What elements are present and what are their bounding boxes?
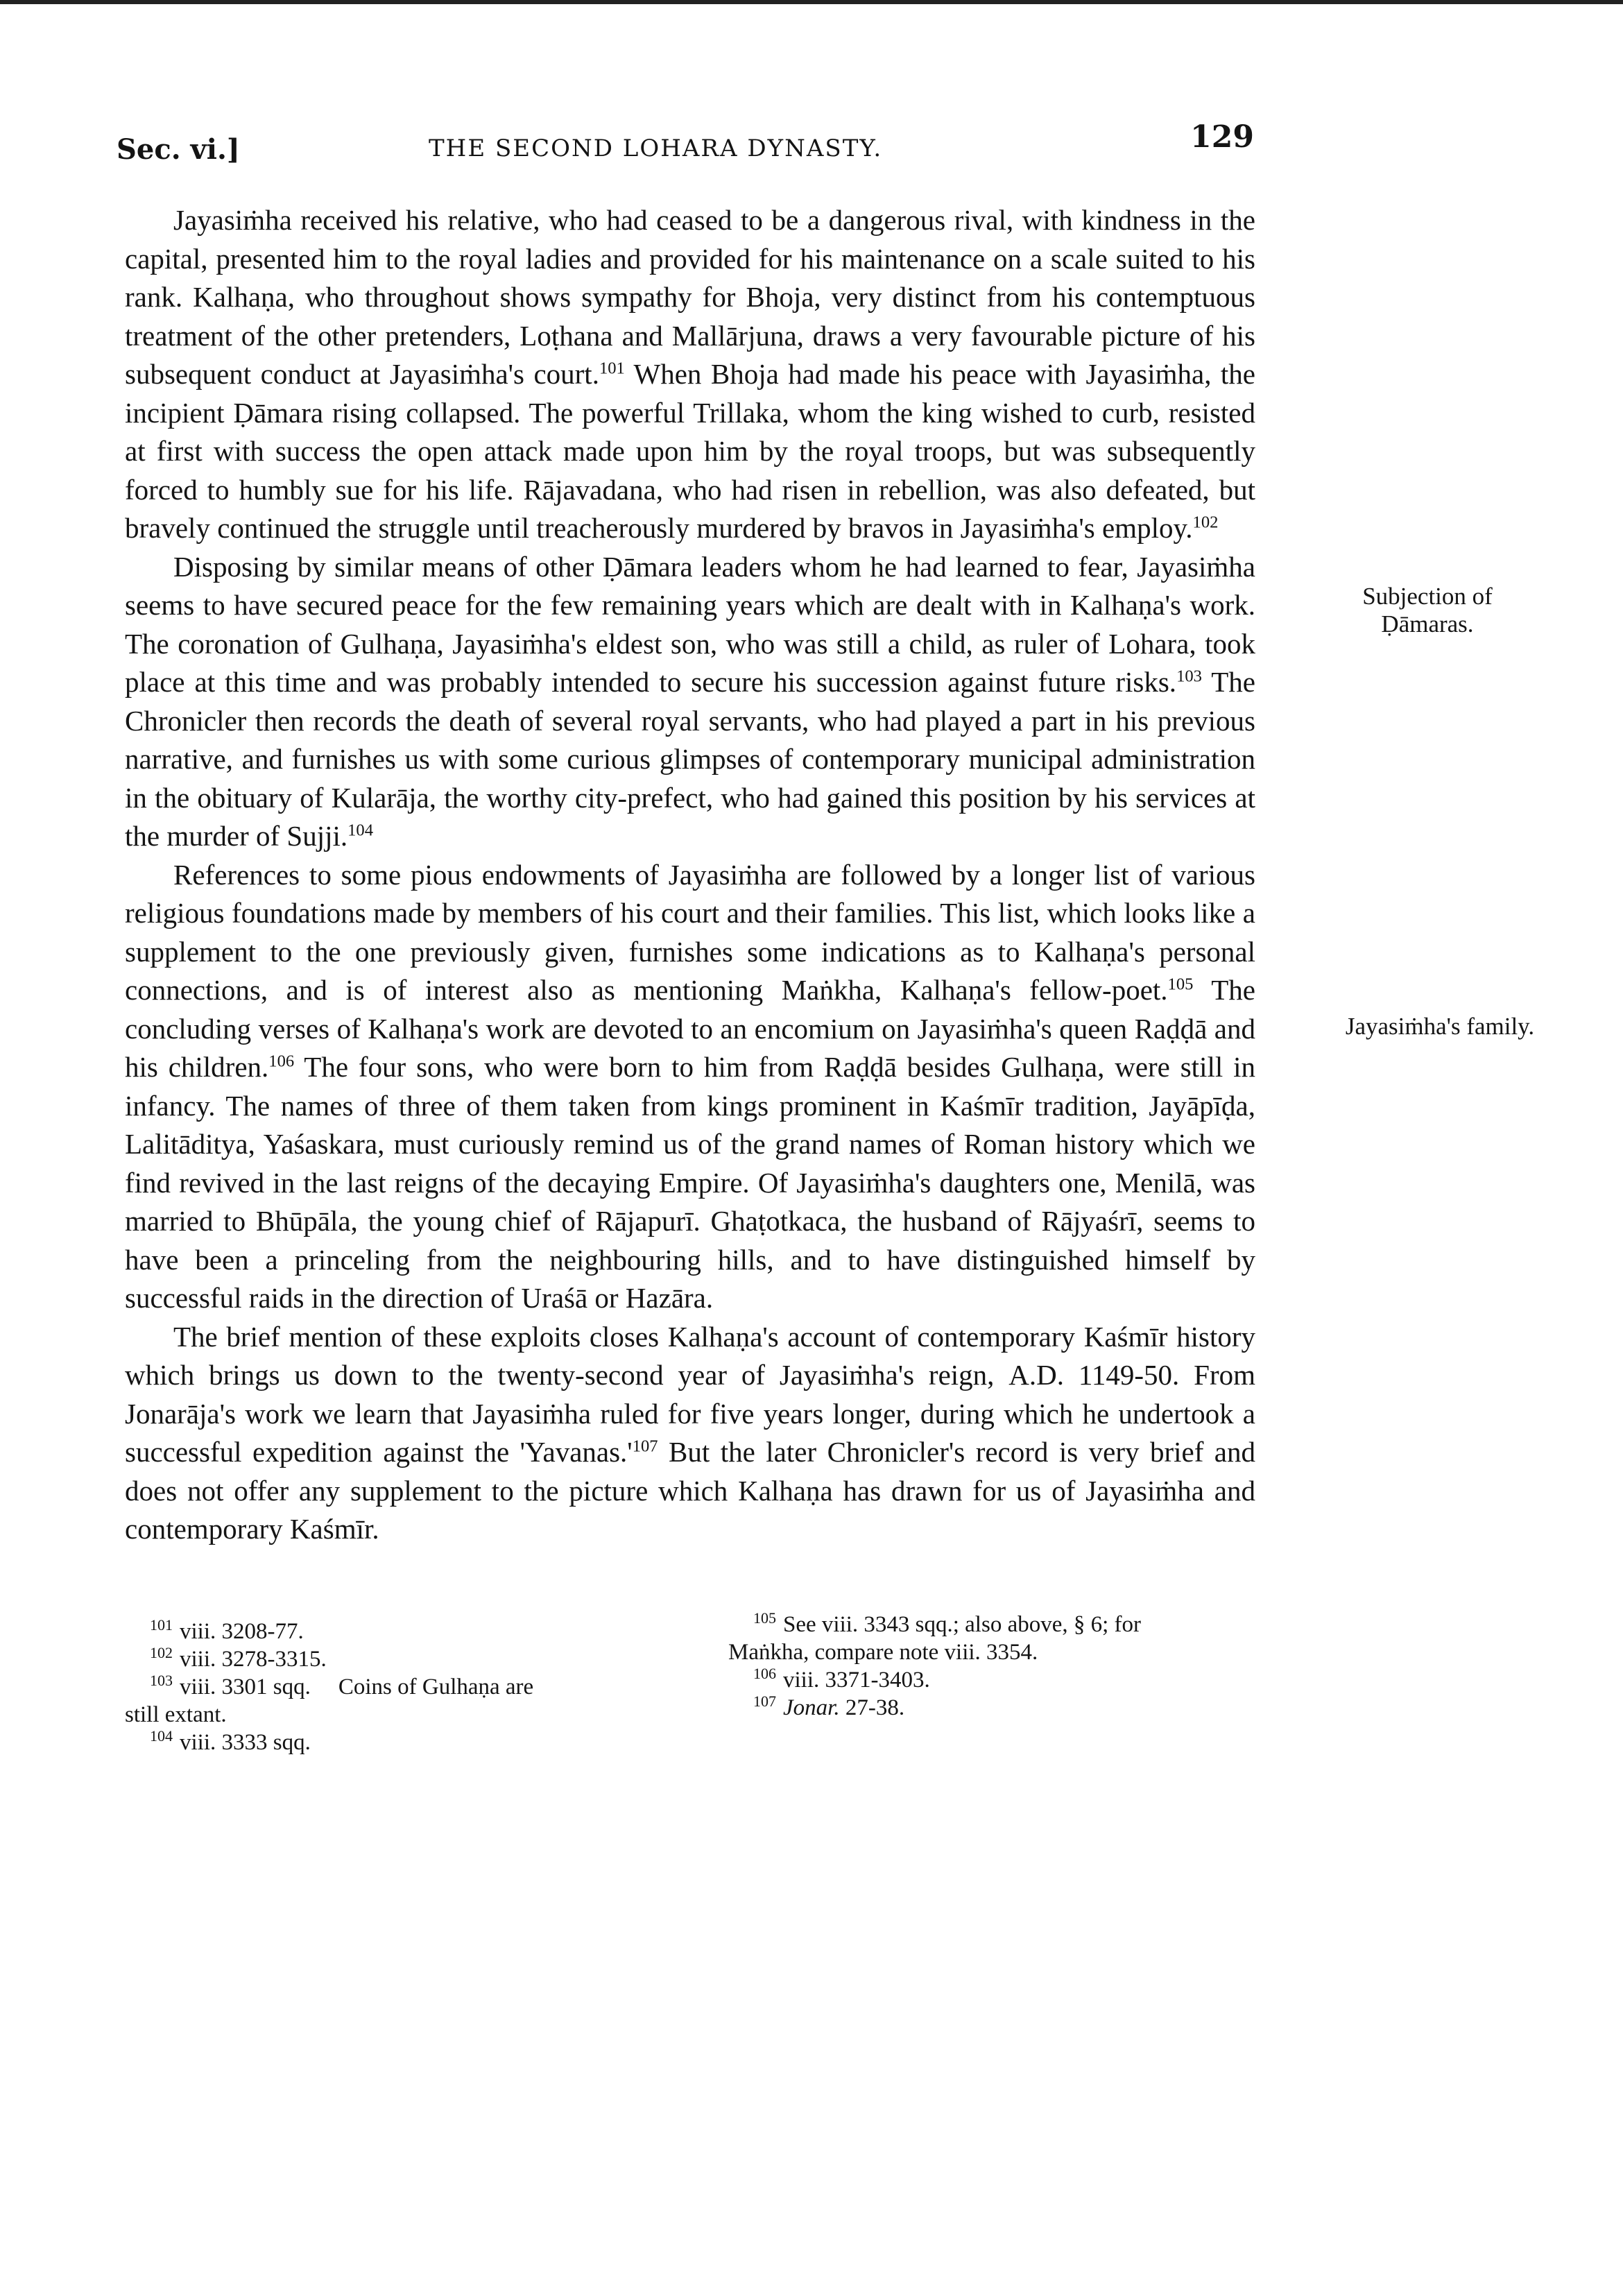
footnote-ref: 104 bbox=[347, 821, 374, 840]
footnote-104: $^{104}$ viii. 3333 sqq. bbox=[150, 1727, 311, 1755]
text-run: References to some pious endowments of Jayasiṁha are followed by a longer list of various religious foundations made by members of his court and their families. This list, which looks like a supplement to the one previously given, furnishes some indications as to Kalhaṇa's personal connections, and is of interest also as mentioning Maṅkha, Kalhaṇa's fellow-poet. bbox=[125, 858, 1255, 1006]
footnote-ref: 105 bbox=[1167, 975, 1194, 994]
text-run: The concluding verses of Kalhaṇa's work are devoted to an encomium on Jayasiṁha's queen Raḍḍā and his children. bbox=[125, 974, 1255, 1083]
footnotes-left-column bbox=[125, 1618, 680, 1756]
text-run: The four sons, who were born to him from Raḍḍā besides Gulhaṇa, were still in infancy. The names of three of them taken from kings prominent in Kaśmīr tradition, Jayāpīḍa, Lalitāditya, Yaśaskara, must curiously remind us of the grand names of Roman history which we find revived in the last reigns of the decaying Empire. Of Jayasiṁha's daughters one, Menilā, was married to Bhūpāla, the young chief of Rājapurī. Ghaṭotkaca, the husband of Rājyaśrī, seems to have been a princeling from the neighbouring hills, and to have distinguished himself by successful raids in the direction of Uraśā or Hazāra. bbox=[125, 1051, 1255, 1314]
footnotes-right-column bbox=[728, 1611, 1262, 1722]
footnote-102: $^{102}$ viii. 3278-3315. bbox=[150, 1644, 327, 1672]
footnote-ref: 107 bbox=[632, 1437, 658, 1456]
running-title: THE SECOND LOHARA DYNASTY. bbox=[429, 135, 883, 162]
footnote-106: $^{106}$ viii. 3371-3403. bbox=[753, 1665, 930, 1693]
text-run: The brief mention of these exploits closes Kalhaṇa's account of contemporary Kaśmīr history which brings us down to the twenty-second year of Jayasiṁha's reign, bbox=[125, 1320, 1255, 1391]
sidenote-jayasimhas-family: Jayasiṁha's family. bbox=[1345, 1013, 1535, 1040]
sidenote-line: Subjection of bbox=[1362, 583, 1493, 610]
text-run: When Bhoja had made his peace with Jayasiṁha, the incipient Ḍāmara rising collapsed. The powerful Trillaka, whom the king wished to curb, resisted at first with success the open attack made upon him by the royal troops, but was subsequently forced to humbly sue for his life. Rājavadana, who had risen in rebellion, was also defeated, but bravely continued the struggle until treacherously murdered by bravos in Jayasiṁha's employ. bbox=[125, 358, 1255, 544]
running-header bbox=[117, 119, 1254, 175]
top-border bbox=[0, 0, 1623, 4]
footnote-105-continued: Maṅkha, compare note viii. 3354. bbox=[728, 1640, 1038, 1665]
footnote-ref: 101 bbox=[599, 359, 625, 378]
text-run: 1149-50. From Jonarāja's work we learn that Jayasiṁha ruled for five years longer, during which he undertook a successful expedition against the 'Yavanas.' bbox=[125, 1359, 1255, 1468]
footnote-103-continued: still extant. bbox=[125, 1702, 227, 1727]
footnote-ref: 106 bbox=[268, 1052, 295, 1071]
footnote-101: $^{101}$ viii. 3208-77. bbox=[150, 1616, 304, 1644]
footnote-105: $^{105}$ See viii. 3343 sqq.; also above, § 6; for bbox=[753, 1609, 1142, 1637]
paragraph bbox=[125, 1318, 1255, 1549]
text-run: Jayasiṁha received his relative, who had ceased to be a dangerous rival, with kindness in the capital, presented him to the royal ladies and provided for his maintenance on a scale suited to his rank. Kalhaṇa, who throughout shows sympathy for Bhoja, very distinct from his contemptuous treatment of the other pretenders, Loṭhana and Mallārjuna, draws a very favourable picture of his subsequent conduct at Jayasiṁha's court. bbox=[125, 204, 1255, 390]
text-run: But the later Chronicler's record is very brief and does not offer any supplement to the picture which Kalhaṇa has drawn for us of Jayasiṁha and contemporary Kaśmīr. bbox=[125, 1436, 1256, 1545]
footnote-ref: 103 bbox=[1176, 667, 1202, 686]
body-text bbox=[125, 201, 1255, 1549]
sidenote-line: Ḍāmaras. bbox=[1381, 610, 1474, 637]
paragraph bbox=[125, 201, 1255, 548]
page-number: 129 bbox=[1190, 119, 1254, 155]
text-run: Disposing by similar means of other Ḍāmara leaders whom he had learned to fear, Jayasiṁha seems to have secured peace for the few remaining years which are dealt with in Kalhaṇa's work. The coronation of Gulhaṇa, Jayasiṁha's eldest son, who was still a child, as ruler of Lohara, took place at this time and was probably intended to secure his succession against future risks. bbox=[125, 550, 1255, 698]
paragraph bbox=[125, 548, 1255, 856]
footnote-ref: 102 bbox=[1192, 513, 1219, 532]
paragraph bbox=[125, 856, 1255, 1318]
footnote-103: $^{103}$ viii. 3301 sqq. Coins of Gulhaṇa are bbox=[150, 1672, 534, 1699]
section-label: Sec. vi.] bbox=[117, 133, 240, 166]
footnotes bbox=[125, 1609, 1262, 1770]
text-run: The Chronicler then records the death of several royal servants, who had played a part in his previous narrative, and furnishes us with some curious glimpses of contemporary municipal administration in the obituary of Kularāja, the worthy city-prefect, who had gained this position by his services at the murder of Sujji. bbox=[125, 666, 1255, 852]
era-abbreviation: A.D. bbox=[1008, 1359, 1065, 1391]
footnote-107: $^{107}$ Jonar. 27-38. bbox=[753, 1693, 905, 1720]
sidenote-subjection-of-damaras bbox=[1296, 583, 1559, 638]
